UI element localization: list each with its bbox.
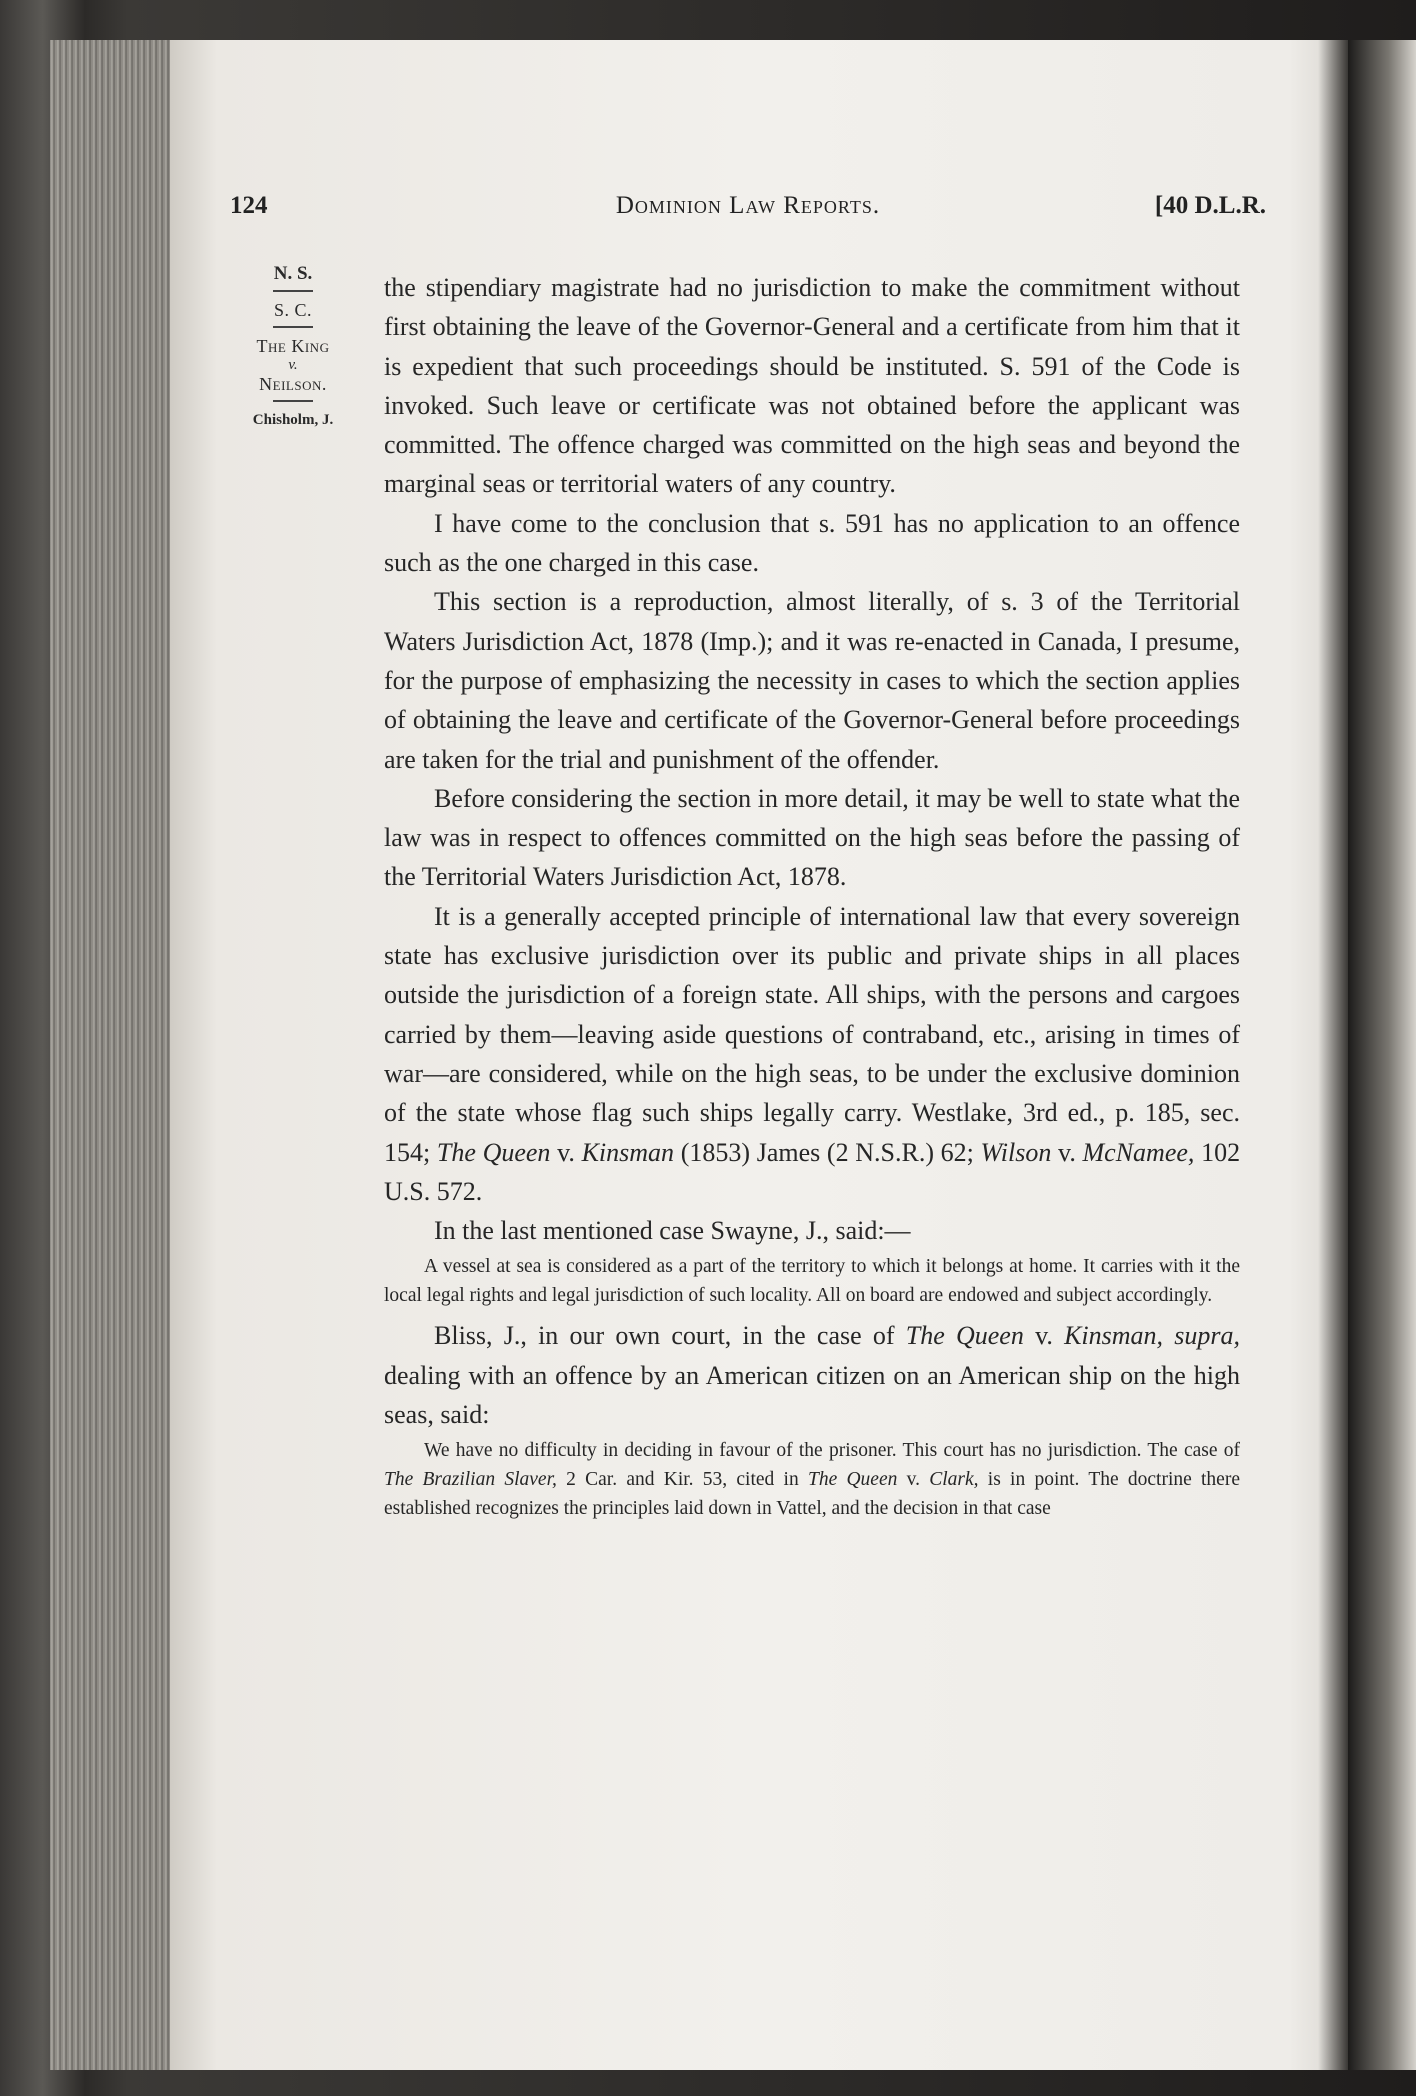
block-quote-2 [384, 1436, 1240, 1523]
case-name: The Brazilian Slaver, [384, 1469, 557, 1491]
margin-case-plaintiff: The King [256, 336, 330, 356]
paragraph-7-text: Bliss, J., in our own court, in the case of [434, 1321, 895, 1351]
case-name: Wilson [980, 1137, 1052, 1167]
paragraph-1: the stipendiary magistrate had no jurisdiction to make the commitment without first obtaining the leave of the Governor-General and a certificate from him that it is expedient that such proceedings should be instituted. S. 591 of the Code is invoked. Such leave or certificate was not obtained before the applicant was committed. The offence charged was committed on the high seas and beyond the marginal seas or territorial waters of any country. [384, 273, 1240, 499]
paragraph-4: Before considering the section in more detail, it may be well to state what the law was in respect to offences committed on the high seas before the passing of the Territorial Waters Jurisdiction Act, 1878. [384, 783, 1240, 892]
margin-case-versus: v. [288, 357, 298, 373]
case-name: Kinsman, [1064, 1321, 1164, 1351]
running-title: Dominion Law Reports. [615, 192, 881, 219]
case-name: McNamee, [1082, 1137, 1195, 1167]
block-quote-1: A vessel at sea is considered as a part of the territory to which it belongs at home. It carries with it the local legal rights and legal jurisdiction of such locality. All on board are endowed and subject accordingly. [384, 1256, 1240, 1307]
paragraph-7 [384, 1316, 1240, 1434]
margin-rule [273, 326, 313, 328]
paragraph-5 [384, 897, 1240, 1211]
case-name: Clark, [929, 1469, 979, 1491]
margin-province: N. S. [273, 263, 313, 284]
margin-rule [273, 290, 313, 292]
case-versus: v. [1058, 1137, 1076, 1167]
gutter-shadow [1318, 40, 1348, 2070]
citation: 102 U.S. 572. [384, 1137, 1241, 1206]
case-name: Kinsman [581, 1137, 675, 1167]
paragraph-3: This section is a reproduction, almost literally, of s. 3 of the Territorial Waters Jurisdiction Act, 1878 (Imp.); and it was re-enacted in Canada, I presume, for the purpose of emphasizing the necessity in cases to which the section applies of obtaining the leave and certificate of the Governor-General before proceedings are taken for the trial and punishment of the offender. [384, 587, 1240, 774]
volume-reference: [40 D.L.R. [1154, 192, 1266, 219]
margin-court: S. C. [273, 300, 313, 320]
paragraph-7-rest: dealing with an offence by an American citizen on an American ship on the high seas, said: [384, 1360, 1240, 1430]
page-body [384, 268, 1240, 1529]
case-name: The Queen [807, 1469, 898, 1491]
case-versus: v. [557, 1137, 575, 1167]
quote-2-rest: is in point. The doctrine there established recognizes the principles laid down in Vattel, and the decision in that case [384, 1469, 1240, 1520]
case-name: The Queen [905, 1321, 1024, 1351]
quote-2-text: We have no difficulty in deciding in favour of the prisoner. This court has no jurisdiction. The case of [424, 1440, 1240, 1462]
case-name: The Queen [436, 1137, 551, 1167]
citation: 2 Car. and Kir. 53, cited in [566, 1469, 799, 1491]
book-page-edges [50, 40, 180, 2070]
margin-rule [273, 400, 313, 402]
page-number: 124 [230, 192, 268, 219]
margin-case-defendant: Neilson. [259, 374, 327, 394]
paragraph-6: In the last mentioned case Swayne, J., said:— [434, 1216, 911, 1246]
next-page-edge [1348, 40, 1416, 2070]
supra-reference: supra, [1174, 1321, 1241, 1351]
citation: (1853) James (2 N.S.R.) 62; [680, 1137, 974, 1167]
case-versus: v. [906, 1469, 920, 1491]
paragraph-5-text: It is a generally accepted principle of international law that every sovereign state has exclusive jurisdiction over its public and private ships in all places outside the jurisdiction of a foreign state. All ships, with the persons and cargoes carried by them—leaving aside questions of contraband, etc., arising in times of war—are considered, while on the high seas, to be under the exclusive dominion of the state whose flag such ships legally carry. Westlake, 3rd ed., p. 185, sec. 154; [384, 901, 1240, 1167]
running-header [230, 192, 1266, 232]
case-versus: v. [1035, 1321, 1053, 1351]
margin-notes [228, 262, 358, 432]
margin-judge: Chisholm, J. [252, 412, 334, 428]
paragraph-2: I have come to the conclusion that s. 591 has no application to an offence such as the one charged in this case. [384, 508, 1240, 578]
